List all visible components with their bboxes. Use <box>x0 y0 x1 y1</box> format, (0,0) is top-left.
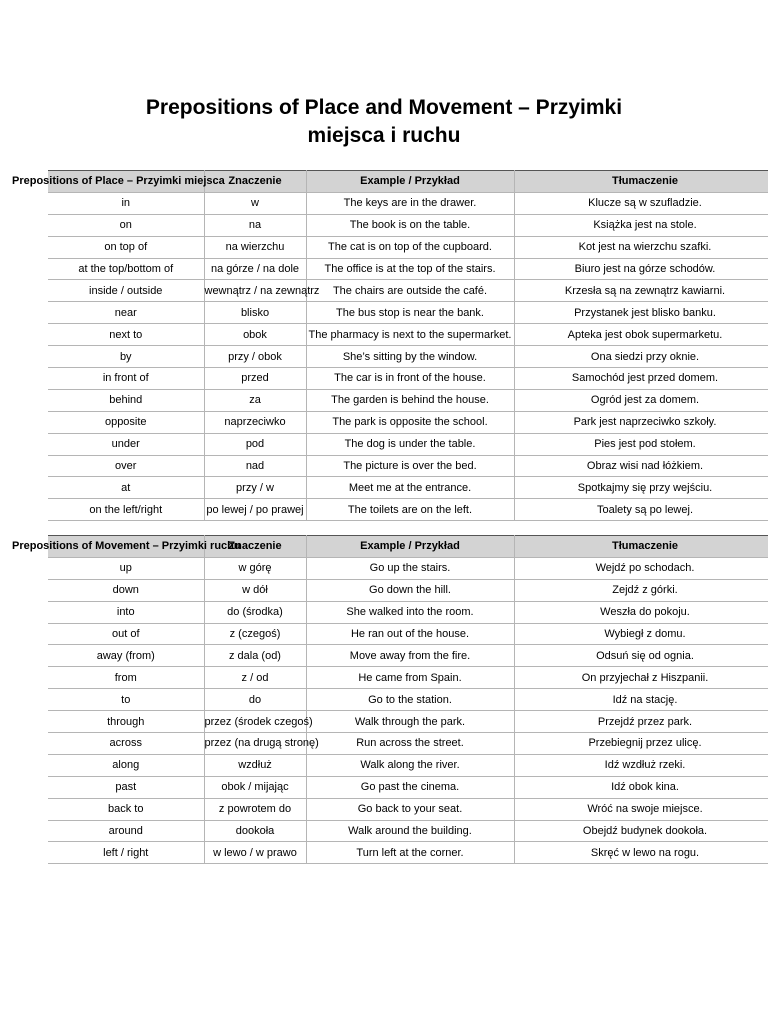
table-cell: near <box>48 302 204 324</box>
table-row <box>48 579 768 601</box>
table-cell: The car is in front of the house. <box>306 368 514 390</box>
column-header: Znaczenie <box>204 536 306 558</box>
table-cell: Wróć na swoje miejsce. <box>514 798 768 820</box>
table-cell: w górę <box>204 557 306 579</box>
table-cell: dookoła <box>204 820 306 842</box>
table-cell: wzdłuż <box>204 754 306 776</box>
table-cell: po lewej / po prawej <box>204 499 306 521</box>
table-cell: przy / w <box>204 477 306 499</box>
table-cell: over <box>48 455 204 477</box>
table-cell: He ran out of the house. <box>306 623 514 645</box>
title-line-2: miejsca i ruchu <box>307 124 461 147</box>
table-cell: Kot jest na wierzchu szafki. <box>514 236 768 258</box>
table-row <box>48 733 768 755</box>
table-cell: Przejdź przez park. <box>514 711 768 733</box>
table-cell: Go past the cinema. <box>306 776 514 798</box>
table-cell: The picture is over the bed. <box>306 455 514 477</box>
column-header: Tłumaczenie <box>514 171 768 193</box>
table-cell: next to <box>48 324 204 346</box>
table-cell: w <box>204 192 306 214</box>
table-cell: The bus stop is near the bank. <box>306 302 514 324</box>
table-cell: Idź na stację. <box>514 689 768 711</box>
table-cell: Przystanek jest blisko banku. <box>514 302 768 324</box>
table-cell: Meet me at the entrance. <box>306 477 514 499</box>
table-cell: The garden is behind the house. <box>306 389 514 411</box>
table-cell: Go to the station. <box>306 689 514 711</box>
table-cell: Go back to your seat. <box>306 798 514 820</box>
table-cell: on top of <box>48 236 204 258</box>
table-cell: Ogród jest za domem. <box>514 389 768 411</box>
table-cell: Move away from the fire. <box>306 645 514 667</box>
table-cell: The toilets are on the left. <box>306 499 514 521</box>
column-header: Example / Przykład <box>306 171 514 193</box>
table-cell: Toalety są po lewej. <box>514 499 768 521</box>
table-cell: Walk along the river. <box>306 754 514 776</box>
table-row <box>48 280 768 302</box>
table-row <box>48 842 768 864</box>
table-cell: przy / obok <box>204 346 306 368</box>
table-cell: down <box>48 579 204 601</box>
table-cell: blisko <box>204 302 306 324</box>
table-cell: za <box>204 389 306 411</box>
table-cell: przez (środek czegoś) <box>204 711 306 733</box>
table-cell: z (czegoś) <box>204 623 306 645</box>
column-header: Znaczenie <box>204 171 306 193</box>
table-cell: The book is on the table. <box>306 214 514 236</box>
table-row <box>48 192 768 214</box>
table-cell: Wejdź po schodach. <box>514 557 768 579</box>
table-cell: wewnątrz / na zewnątrz <box>204 280 306 302</box>
table-cell: Książka jest na stole. <box>514 214 768 236</box>
table-cell: at <box>48 477 204 499</box>
table-cell: Run across the street. <box>306 733 514 755</box>
table-cell: obok / mijając <box>204 776 306 798</box>
table-row <box>48 557 768 579</box>
table-cell: Pies jest pod stołem. <box>514 433 768 455</box>
table-cell: left / right <box>48 842 204 864</box>
table-cell: around <box>48 820 204 842</box>
table-cell: by <box>48 346 204 368</box>
table-cell: behind <box>48 389 204 411</box>
table-cell: The cat is on top of the cupboard. <box>306 236 514 258</box>
table-cell: z dala (od) <box>204 645 306 667</box>
table-cell: Idź wzdłuż rzeki. <box>514 754 768 776</box>
movement-table-body <box>48 557 768 863</box>
column-header: Example / Przykład <box>306 536 514 558</box>
table-cell: przez (na drugą stronę) <box>204 733 306 755</box>
table-row <box>48 214 768 236</box>
table-row <box>48 346 768 368</box>
movement-prepositions-table <box>12 535 768 864</box>
table-cell: on <box>48 214 204 236</box>
table-cell: through <box>48 711 204 733</box>
table-cell: Spotkajmy się przy wejściu. <box>514 477 768 499</box>
table-cell: away (from) <box>48 645 204 667</box>
table-cell: The pharmacy is next to the supermarket. <box>306 324 514 346</box>
table-row <box>48 711 768 733</box>
table-cell: along <box>48 754 204 776</box>
table-cell: She’s sitting by the window. <box>306 346 514 368</box>
place-table-body <box>48 192 768 520</box>
table-row <box>48 820 768 842</box>
table-cell: pod <box>204 433 306 455</box>
table-row <box>48 601 768 623</box>
table-cell: na <box>204 214 306 236</box>
table-cell: back to <box>48 798 204 820</box>
table-cell: opposite <box>48 411 204 433</box>
table-row <box>48 754 768 776</box>
table-cell: Obraz wisi nad łóżkiem. <box>514 455 768 477</box>
table-row <box>48 433 768 455</box>
table-cell: do (środka) <box>204 601 306 623</box>
table-cell: naprzeciwko <box>204 411 306 433</box>
table-cell: The chairs are outside the café. <box>306 280 514 302</box>
table-row <box>48 477 768 499</box>
table-cell: Zejdź z górki. <box>514 579 768 601</box>
table-cell: z powrotem do <box>204 798 306 820</box>
table-cell: into <box>48 601 204 623</box>
table-cell: across <box>48 733 204 755</box>
page-title <box>0 94 768 150</box>
table-row <box>48 389 768 411</box>
table-cell: The park is opposite the school. <box>306 411 514 433</box>
table-cell: na wierzchu <box>204 236 306 258</box>
table-header-row <box>48 171 768 193</box>
table-header-row <box>48 536 768 558</box>
table-cell: Biuro jest na górze schodów. <box>514 258 768 280</box>
table-cell: Idź obok kina. <box>514 776 768 798</box>
table-cell: w lewo / w prawo <box>204 842 306 864</box>
table-row <box>48 236 768 258</box>
table-row <box>48 667 768 689</box>
table-row <box>48 798 768 820</box>
table-row <box>48 689 768 711</box>
table-cell: obok <box>204 324 306 346</box>
table-cell: The office is at the top of the stairs. <box>306 258 514 280</box>
table-row <box>48 645 768 667</box>
table-cell: Apteka jest obok supermarketu. <box>514 324 768 346</box>
table-cell: Wybiegł z domu. <box>514 623 768 645</box>
table-row <box>48 499 768 521</box>
table-cell: in <box>48 192 204 214</box>
column-header: Tłumaczenie <box>514 536 768 558</box>
table-cell: do <box>204 689 306 711</box>
table-row <box>48 623 768 645</box>
table-cell: On przyjechał z Hiszpanii. <box>514 667 768 689</box>
table-cell: Przebiegnij przez ulicę. <box>514 733 768 755</box>
table-cell: nad <box>204 455 306 477</box>
table-cell: Walk around the building. <box>306 820 514 842</box>
table-row <box>48 776 768 798</box>
table-cell: from <box>48 667 204 689</box>
table-cell: w dół <box>204 579 306 601</box>
table-cell: przed <box>204 368 306 390</box>
table-cell: The keys are in the drawer. <box>306 192 514 214</box>
table-cell: na górze / na dole <box>204 258 306 280</box>
table-cell: Odsuń się od ognia. <box>514 645 768 667</box>
table-cell: inside / outside <box>48 280 204 302</box>
table-cell: Samochód jest przed domem. <box>514 368 768 390</box>
table-cell: in front of <box>48 368 204 390</box>
table-cell: Go down the hill. <box>306 579 514 601</box>
table-cell: Turn left at the corner. <box>306 842 514 864</box>
table-cell: Weszła do pokoju. <box>514 601 768 623</box>
table-cell: to <box>48 689 204 711</box>
table-cell: Klucze są w szufladzie. <box>514 192 768 214</box>
table-cell: Go up the stairs. <box>306 557 514 579</box>
table-row <box>48 324 768 346</box>
table-cell: Krzesła są na zewnątrz kawiarni. <box>514 280 768 302</box>
column-header: Prepositions of Movement – Przyimki ruchu <box>48 536 204 558</box>
table-cell: out of <box>48 623 204 645</box>
column-header: Prepositions of Place – Przyimki miejsca <box>48 171 204 193</box>
table-row <box>48 368 768 390</box>
title-line-1: Prepositions of Place and Movement – Przyimki <box>145 96 623 119</box>
table-row <box>48 302 768 324</box>
table-cell: on the left/right <box>48 499 204 521</box>
table-cell: The dog is under the table. <box>306 433 514 455</box>
table-cell: z / od <box>204 667 306 689</box>
table-cell: past <box>48 776 204 798</box>
table-cell: Walk through the park. <box>306 711 514 733</box>
table-cell: Obejdź budynek dookoła. <box>514 820 768 842</box>
table-row <box>48 411 768 433</box>
table-row <box>48 455 768 477</box>
table-cell: Ona siedzi przy oknie. <box>514 346 768 368</box>
table-cell: Skręć w lewo na rogu. <box>514 842 768 864</box>
table-cell: Park jest naprzeciwko szkoły. <box>514 411 768 433</box>
table-cell: up <box>48 557 204 579</box>
table-cell: He came from Spain. <box>306 667 514 689</box>
table-cell: She walked into the room. <box>306 601 514 623</box>
table-row <box>48 258 768 280</box>
place-prepositions-table <box>12 170 768 521</box>
table-cell: under <box>48 433 204 455</box>
table-cell: at the top/bottom of <box>48 258 204 280</box>
